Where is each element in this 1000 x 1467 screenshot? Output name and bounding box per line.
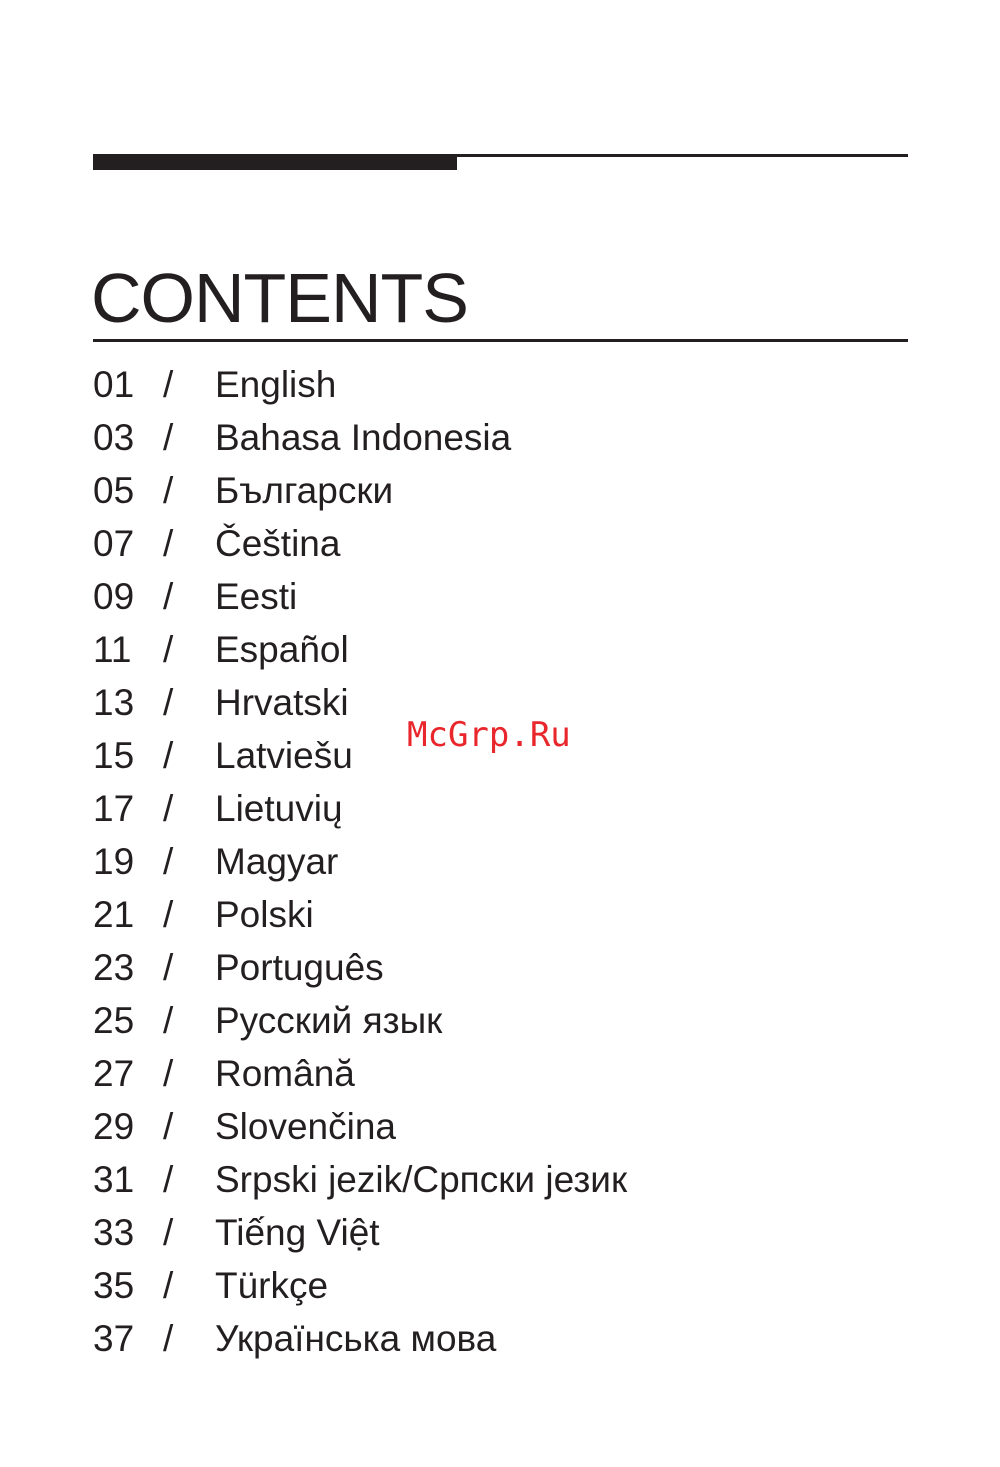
toc-language-label: Español: [215, 629, 349, 670]
header-rule: [93, 154, 908, 170]
toc-page-number: 17: [93, 788, 135, 829]
toc-separator: /: [163, 1106, 174, 1147]
toc-page-number: 35: [93, 1265, 135, 1306]
toc-language-label: Srpski jezik/Српски језик: [215, 1159, 628, 1200]
toc-page-number: 15: [93, 735, 135, 776]
toc-language-label: Tiếng Việt: [215, 1212, 380, 1253]
toc-page-number: 13: [93, 682, 135, 723]
toc-separator: /: [163, 364, 174, 405]
toc-separator: /: [163, 576, 174, 617]
toc-page-number: 23: [93, 947, 135, 988]
toc-page-number: 37: [93, 1318, 135, 1359]
toc-language-label: Čeština: [215, 523, 341, 564]
toc-page-number: 09: [93, 576, 135, 617]
toc-page-number: 29: [93, 1106, 135, 1147]
watermark: McGrp.Ru: [407, 715, 571, 755]
toc-page-number: 07: [93, 523, 135, 564]
toc-language-label: Magyar: [215, 841, 339, 882]
toc-page-number: 33: [93, 1212, 135, 1253]
toc-separator: /: [163, 470, 174, 511]
toc-separator: /: [163, 1053, 174, 1094]
toc-separator: /: [163, 523, 174, 564]
toc-language-label: Română: [215, 1053, 355, 1094]
toc-language-label: Русский язык: [215, 1000, 443, 1041]
toc-separator: /: [163, 1318, 174, 1359]
toc-separator: /: [163, 1000, 174, 1041]
toc-separator: /: [163, 1159, 174, 1200]
toc-language-label: Bahasa Indonesia: [215, 417, 512, 458]
toc-separator: /: [163, 1212, 174, 1253]
toc-language-label: Polski: [215, 894, 314, 935]
toc-page-number: 05: [93, 470, 135, 511]
toc-page-number: 19: [93, 841, 135, 882]
toc-separator: /: [163, 629, 174, 670]
toc-language-label: English: [215, 364, 337, 405]
toc-separator: /: [163, 417, 174, 458]
page-title: CONTENTS: [91, 259, 468, 337]
toc-language-label: Português: [215, 947, 384, 988]
toc-separator: /: [163, 788, 174, 829]
toc-language-label: Lietuvių: [215, 788, 343, 829]
toc-language-label: Latviešu: [215, 735, 353, 776]
toc-page-number: 27: [93, 1053, 135, 1094]
toc-language-label: Eesti: [215, 576, 298, 617]
toc-page-number: 25: [93, 1000, 135, 1041]
toc-language-label: Hrvatski: [215, 682, 349, 723]
toc-separator: /: [163, 735, 174, 776]
toc-page-number: 01: [93, 364, 135, 405]
toc-language-label: Slovenčina: [215, 1106, 397, 1147]
toc-language-label: Български: [215, 470, 394, 511]
toc-page-number: 21: [93, 894, 135, 935]
toc-separator: /: [163, 682, 174, 723]
toc-language-label: Українська мова: [215, 1318, 497, 1359]
title-underline: [93, 339, 908, 342]
toc-page-number: 11: [93, 629, 132, 670]
toc-page-number: 31: [93, 1159, 135, 1200]
toc-separator: /: [163, 841, 174, 882]
toc-separator: /: [163, 1265, 174, 1306]
toc-separator: /: [163, 947, 174, 988]
toc-page-number: 03: [93, 417, 135, 458]
toc-language-label: Türkçe: [215, 1265, 329, 1306]
toc-separator: /: [163, 894, 174, 935]
header-rule-thick: [93, 154, 457, 170]
